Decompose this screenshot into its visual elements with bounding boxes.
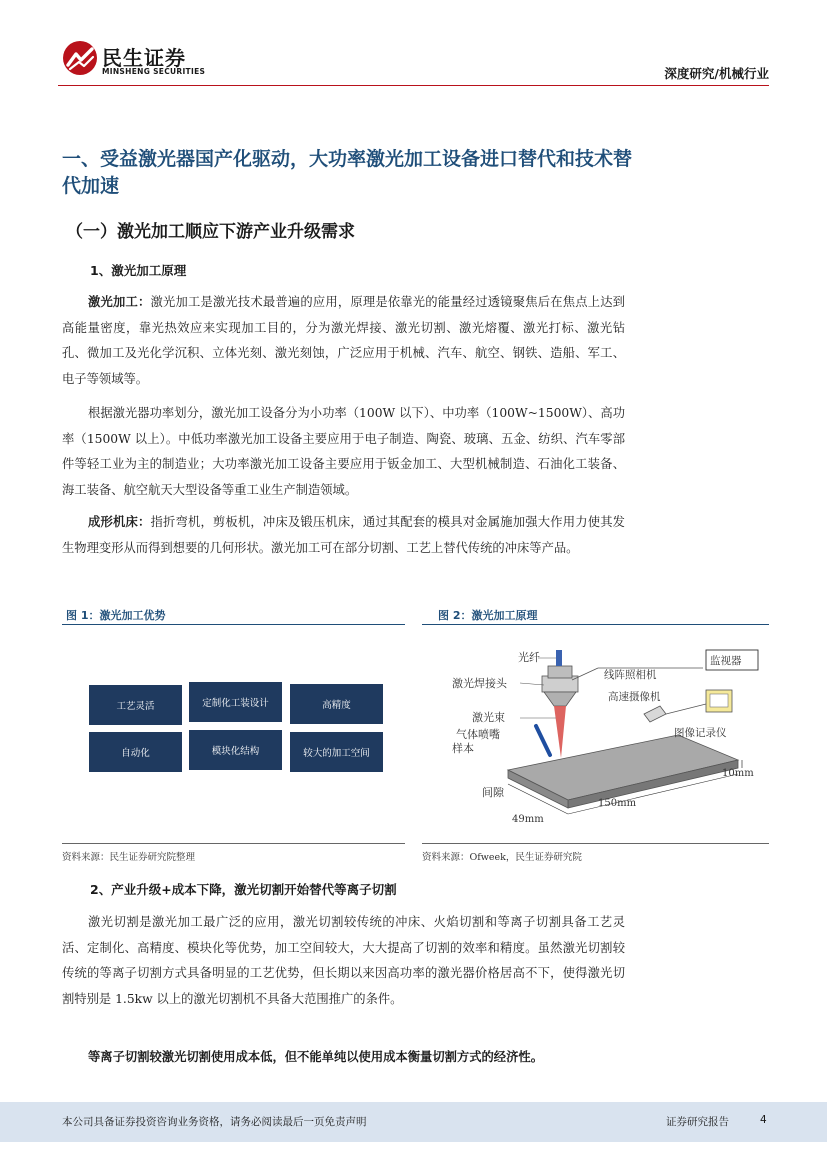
advantage-box: 定制化工装设计 (189, 682, 282, 722)
item2-title: 2、产业升级+成本下降，激光切割开始替代等离子切割 (90, 882, 397, 897)
label-beam: 激光束 (472, 711, 505, 724)
advantage-box: 较大的加工空间 (290, 732, 383, 772)
paragraph-forming-machines (62, 510, 625, 561)
paragraph-lead: 激光加工： (88, 295, 151, 309)
header-divider (58, 85, 769, 86)
laser-beam (554, 706, 566, 758)
figure2-title: 图 2：激光加工原理 (438, 609, 538, 622)
figure2-source: 资料来源：Ofweek，民生证券研究院 (422, 852, 582, 863)
gas-nozzle (536, 726, 550, 755)
report-type: 深度研究/机械行业 (664, 66, 769, 81)
subsection-title: （一）激光加工顺应下游产业升级需求 (66, 222, 355, 242)
label-width: 49mm (512, 814, 544, 825)
logo-mark-icon (62, 40, 98, 76)
section-title: 一、受益激光器国产化驱动，大功率激光加工设备进口替代和技术替代加速 (62, 148, 633, 197)
logo-english-name: MINSHENG SECURITIES (102, 67, 206, 76)
high-speed-camera-icon (644, 706, 666, 722)
item1-title: 1、激光加工原理 (90, 263, 187, 278)
label-recorder: 图像记录仪 (674, 727, 727, 739)
weld-head (542, 650, 578, 706)
label-nozzle: 气体喷嘴 (456, 728, 500, 741)
advantage-box: 工艺灵活 (89, 685, 182, 725)
paragraph-power-classes: 根据激光器功率划分，激光加工设备分为小功率（100W 以下）、中功率（100W~1500W）、高功率（1500W 以上）。中低功率激光加工设备主要应用于电子制造、陶瓷、玻璃、五金、纺织、汽车零部件等轻工业为主的制造业；大功率激光加工设备主要应用于钣金加工、大型机械制造、石油化工装备、海工装备、航空航天大型设备等重工业生产制造领域。 (62, 406, 625, 497)
figure1-bottom-rule (62, 843, 405, 844)
label-hs-camera: 高速摄像机 (608, 691, 661, 703)
figure1-title: 图 1：激光加工优势 (66, 609, 166, 622)
figure1-top-rule (62, 624, 405, 625)
page-number: 4 (760, 1114, 767, 1126)
label-gap: 间隙 (482, 786, 504, 799)
label-fiber: 光纤 (518, 651, 540, 664)
footer-disclaimer: 本公司具备证券投资咨询业务资格，请务必阅读最后一页免责声明 (62, 1116, 367, 1128)
label-monitor: 监视器 (710, 655, 742, 667)
figure2-bottom-rule (422, 843, 769, 844)
page-footer (0, 1102, 827, 1142)
label-length: 150mm (598, 798, 637, 809)
laser-principle-diagram (448, 640, 768, 830)
advantage-box: 高精度 (290, 684, 383, 724)
logo-chinese-name: 民生证券 (102, 46, 186, 70)
label-thickness: 10mm (722, 768, 754, 779)
footer-report-label: 证券研究报告 (666, 1116, 729, 1128)
paragraph-text: 激光加工是激光技术最普遍的应用，原理是依靠光的能量经过透镜聚焦后在焦点上达到高能量密度，靠光热效应来实现加工目的，分为激光焊接、激光切割、激光熔覆、激光打标、激光钻孔、微加工及光化学沉积、立体光刻、激光刻蚀，广泛应用于机械、汽车、航空、钢铁、造船、军工、电子等领域等。 (62, 295, 625, 386)
paragraph-laser-cutting: 激光切割是激光加工最广泛的应用，激光切割较传统的冲床、火焰切割和等离子切割具备工艺灵活、定制化、高精度、模块化等优势，加工空间较大，大大提高了切割的效率和精度。虽然激光切割较传统的等离子切割方式具备明显的工艺优势，但长期以来因高功率的激光器价格居高不下，使得激光切割特别是 1.5kw 以上的激光切割机不具备大范围推广的条件。 (62, 915, 625, 1006)
label-weld-head: 激光焊接头 (452, 677, 507, 690)
label-line-camera: 线阵照相机 (604, 669, 657, 681)
figure2-top-rule (422, 624, 769, 625)
paragraph-bold-conclusion: 等离子切割较激光切割使用成本低，但不能单纯以使用成本衡量切割方式的经济性。 (88, 1050, 543, 1064)
paragraph-lead: 成形机床： (88, 515, 151, 529)
label-sample: 样本 (452, 742, 474, 755)
advantage-box: 模块化结构 (189, 730, 282, 770)
figure1-source: 资料来源：民生证券研究院整理 (62, 852, 196, 863)
paragraph-laser-processing (62, 290, 625, 392)
advantage-box: 自动化 (89, 732, 182, 772)
paragraph-text: 指折弯机，剪板机，冲床及锻压机床，通过其配套的模具对金属施加强大作用力使其发生物理变形从而得到想要的几何形状。激光加工可在部分切割、工艺上替代传统的冲床等产品。 (62, 515, 625, 555)
brand-logo (62, 40, 222, 80)
